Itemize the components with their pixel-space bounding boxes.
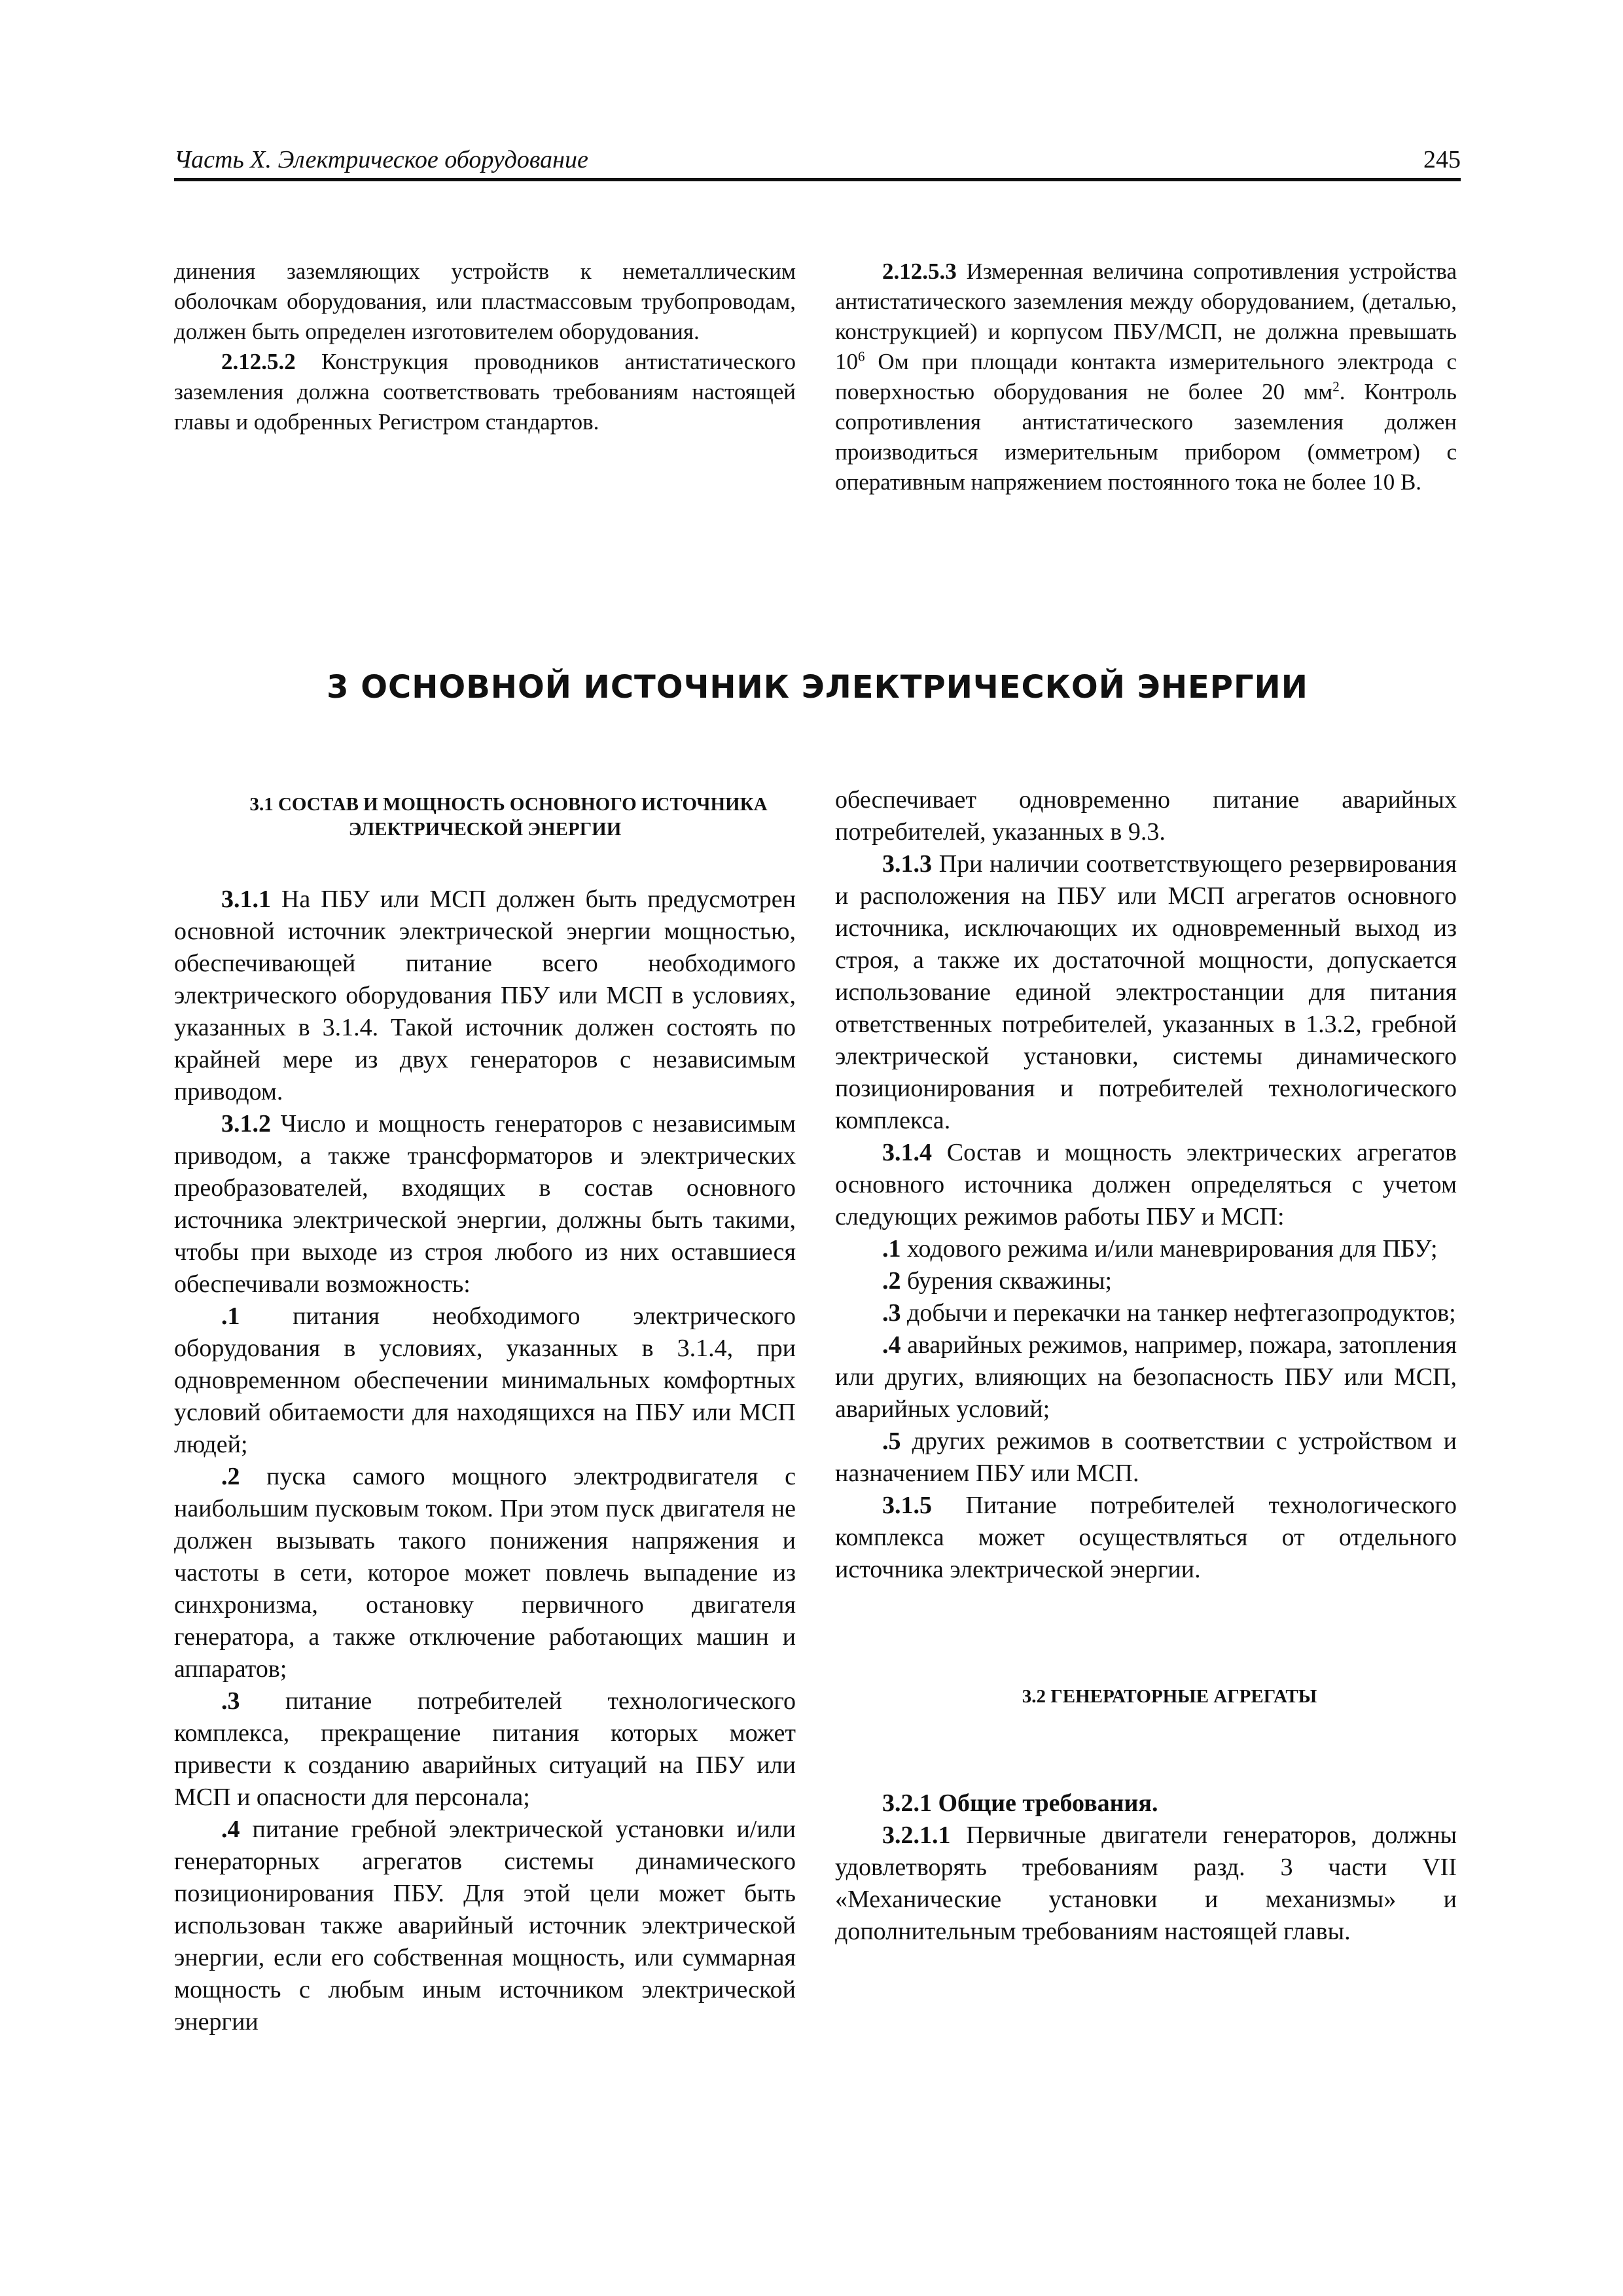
section-heading-3-1	[174, 792, 796, 842]
list-item	[174, 1300, 796, 1461]
paragraph-3-1-1	[174, 884, 796, 1108]
paragraph-3-1-4	[835, 1137, 1457, 1233]
clause-number: 3.1.3	[882, 850, 932, 878]
clause-text-c: . Контроль сопротивления антистатического заземления должен производиться измерительным прибором (омметром) с оперативным напряжением постоянного тока не более 10 В.	[835, 379, 1457, 495]
paragraph-3-2-1-1	[835, 1820, 1457, 1948]
paragraph-3-1-2	[174, 1108, 796, 1300]
exponent: 6	[858, 348, 865, 365]
list-item	[174, 1685, 796, 1814]
list-item	[835, 1265, 1457, 1297]
clause-number: 3.2.1.1	[882, 1821, 951, 1849]
subsection-title: 3.2.1 Общие требования.	[882, 1789, 1158, 1817]
item-text: питание гребной электрической установки и/или генераторных агрегатов системы динамического позиционирования ПБУ. Для этой цели может быть использован также аварийный источник электрической энергии, если его собственная мощность, или суммарная мощность с любым иным источником электрической энергии	[174, 1816, 796, 2036]
clause-number: 2.12.5.3	[882, 259, 957, 284]
continued-paragraph: обеспечивает одновременно питание аварийных потребителей, указанных в 9.3.	[835, 786, 1457, 846]
item-text: других режимов в соответствии с устройством и назначением ПБУ или МСП.	[835, 1427, 1457, 1487]
item-number: .1	[221, 1302, 240, 1330]
clause-text: На ПБУ или МСП должен быть предусмотрен основной источник электрической энергии мощностью, обеспечивающей питание всего необходимого электрического оборудования ПБУ или МСП в условиях, указанных в 3.1.4. Такой источник должен состоять по крайней мере из двух генераторов с независимым приводом.	[174, 886, 796, 1105]
top-left-column	[174, 257, 796, 437]
clause-number: 3.1.4	[882, 1139, 932, 1166]
item-number: .5	[882, 1427, 901, 1455]
item-text: питания необходимого электрического оборудования в условиях, указанных в 3.1.4, при одновременном обеспечении минимальных комфортных условий обитаемости для находящихся на ПБУ или МСП людей;	[174, 1302, 796, 1458]
item-text: пуска самого мощного электродвигателя с наибольшим пусковым током. При этом пуск двигателя не должен вызывать такого понижения напряжения и частоты в сети, которое может повлечь выпадение из синхронизма, остановку первичного двигателя генератора, а также отключение работающих машин и аппаратов;	[174, 1463, 796, 1683]
top-right-column	[835, 257, 1457, 497]
subsection-heading-3-2-1	[835, 1787, 1457, 1820]
clause-number: 2.12.5.2	[221, 349, 296, 374]
item-text: аварийных режимов, например, пожара, затопления или других, влияющих на безопасность ПБУ или МСП, аварийных условий;	[835, 1331, 1457, 1423]
item-text: добычи и перекачки на танкер нефтегазопродуктов;	[907, 1299, 1456, 1327]
clause-text: Состав и мощность электрических агрегатов основного источника должен определяться с учетом следующих режимов работы ПБУ и МСП:	[835, 1139, 1457, 1230]
paragraph-3-1-5	[835, 1490, 1457, 1586]
list-item	[835, 1329, 1457, 1426]
clause-text-b: Ом при площади контакта измерительного электрода с поверхностью оборудования не более 20 мм	[835, 349, 1457, 404]
main-right-column	[835, 784, 1457, 1948]
continued-paragraph: динения заземляющих устройств к неметаллическим оболочкам оборудования, или пластмассовым трубопроводам, должен быть определен изготовителем оборудования.	[174, 259, 796, 344]
paragraph-3-1-3	[835, 848, 1457, 1137]
item-text: ходового режима и/или маневрирования для ПБУ;	[907, 1235, 1438, 1263]
list-item	[174, 1814, 796, 2038]
clause-text: Конструкция проводников антистатического заземления должна соответствовать требованиям настоящей главы и одобренных Регистром стандартов.	[174, 349, 796, 435]
item-number: .3	[221, 1687, 240, 1715]
exponent: 2	[1332, 378, 1340, 395]
clause-number: 3.1.2	[221, 1110, 271, 1138]
paragraph-2-12-5-2	[174, 347, 796, 437]
clause-number: 3.1.1	[221, 886, 271, 913]
item-number: .4	[882, 1331, 901, 1359]
list-item	[835, 1297, 1457, 1329]
item-text: питание потребителей технологического комплекса, прекращение питания которых может привести к созданию аварийных ситуаций на ПБУ или МСП и опасности для персонала;	[174, 1687, 796, 1811]
section-heading-3-2: 3.2 ГЕНЕРАТОРНЫЕ АГРЕГАТЫ	[1022, 1686, 1317, 1707]
list-item	[174, 1461, 796, 1685]
item-number: .2	[221, 1463, 240, 1490]
main-left-column	[174, 792, 796, 2038]
running-header	[174, 145, 1461, 181]
clause-number: 3.1.5	[882, 1492, 932, 1519]
section-heading-line-2: ЭЛЕКТРИЧЕСКОЙ ЭНЕРГИИ	[348, 819, 622, 840]
item-number: .1	[882, 1235, 901, 1263]
clause-text: При наличии соответствующего резервирования и расположения на ПБУ или МСП агрегатов основного источника, исключающих их одновременный выход из строя, а также их достаточной мощности, допускается использование единой электростанции для питания ответственных потребителей, указанных в 1.3.2, гребной электрической установки, системы динамического позиционирования и потребителей технологического комплекса.	[835, 850, 1457, 1134]
header-title: Часть X. Электрическое оборудование	[174, 146, 588, 173]
item-number: .3	[882, 1299, 901, 1327]
clause-text-a: Измеренная величина сопротивления устройства антистатического заземления между оборудованием, (деталью, конструкцией) и корпусом ПБУ/МСП, не должна превышать 10	[835, 259, 1457, 374]
clause-text: Число и мощность генераторов с независимым приводом, а также трансформаторов и электрических преобразователей, входящих в состав основного источника электрической энергии, должны быть такими, чтобы при выходе из строя любого из них оставшиеся обеспечивали возможность:	[174, 1110, 796, 1298]
clause-text: Питание потребителей технологического комплекса может осуществляться от отдельного источника электрической энергии.	[835, 1492, 1457, 1583]
chapter-title: 3 ОСНОВНОЙ ИСТОЧНИК ЭЛЕКТРИЧЕСКОЙ ЭНЕРГИИ	[327, 669, 1308, 706]
list-item	[835, 1426, 1457, 1490]
item-number: .4	[221, 1816, 240, 1843]
clause-text: Первичные двигатели генераторов, должны удовлетворять требованиям разд. 3 части VII «Механические установки и механизмы» и дополнительным требованиям настоящей главы.	[835, 1821, 1457, 1945]
section-heading-line-1: 3.1 СОСТАВ И МОЩНОСТЬ ОСНОВНОГО ИСТОЧНИКА	[249, 794, 768, 815]
list-item	[835, 1233, 1457, 1265]
item-text: бурения скважины;	[907, 1267, 1113, 1295]
paragraph-2-12-5-3	[835, 257, 1457, 497]
item-number: .2	[882, 1267, 901, 1295]
page-number: 245	[1423, 146, 1461, 173]
